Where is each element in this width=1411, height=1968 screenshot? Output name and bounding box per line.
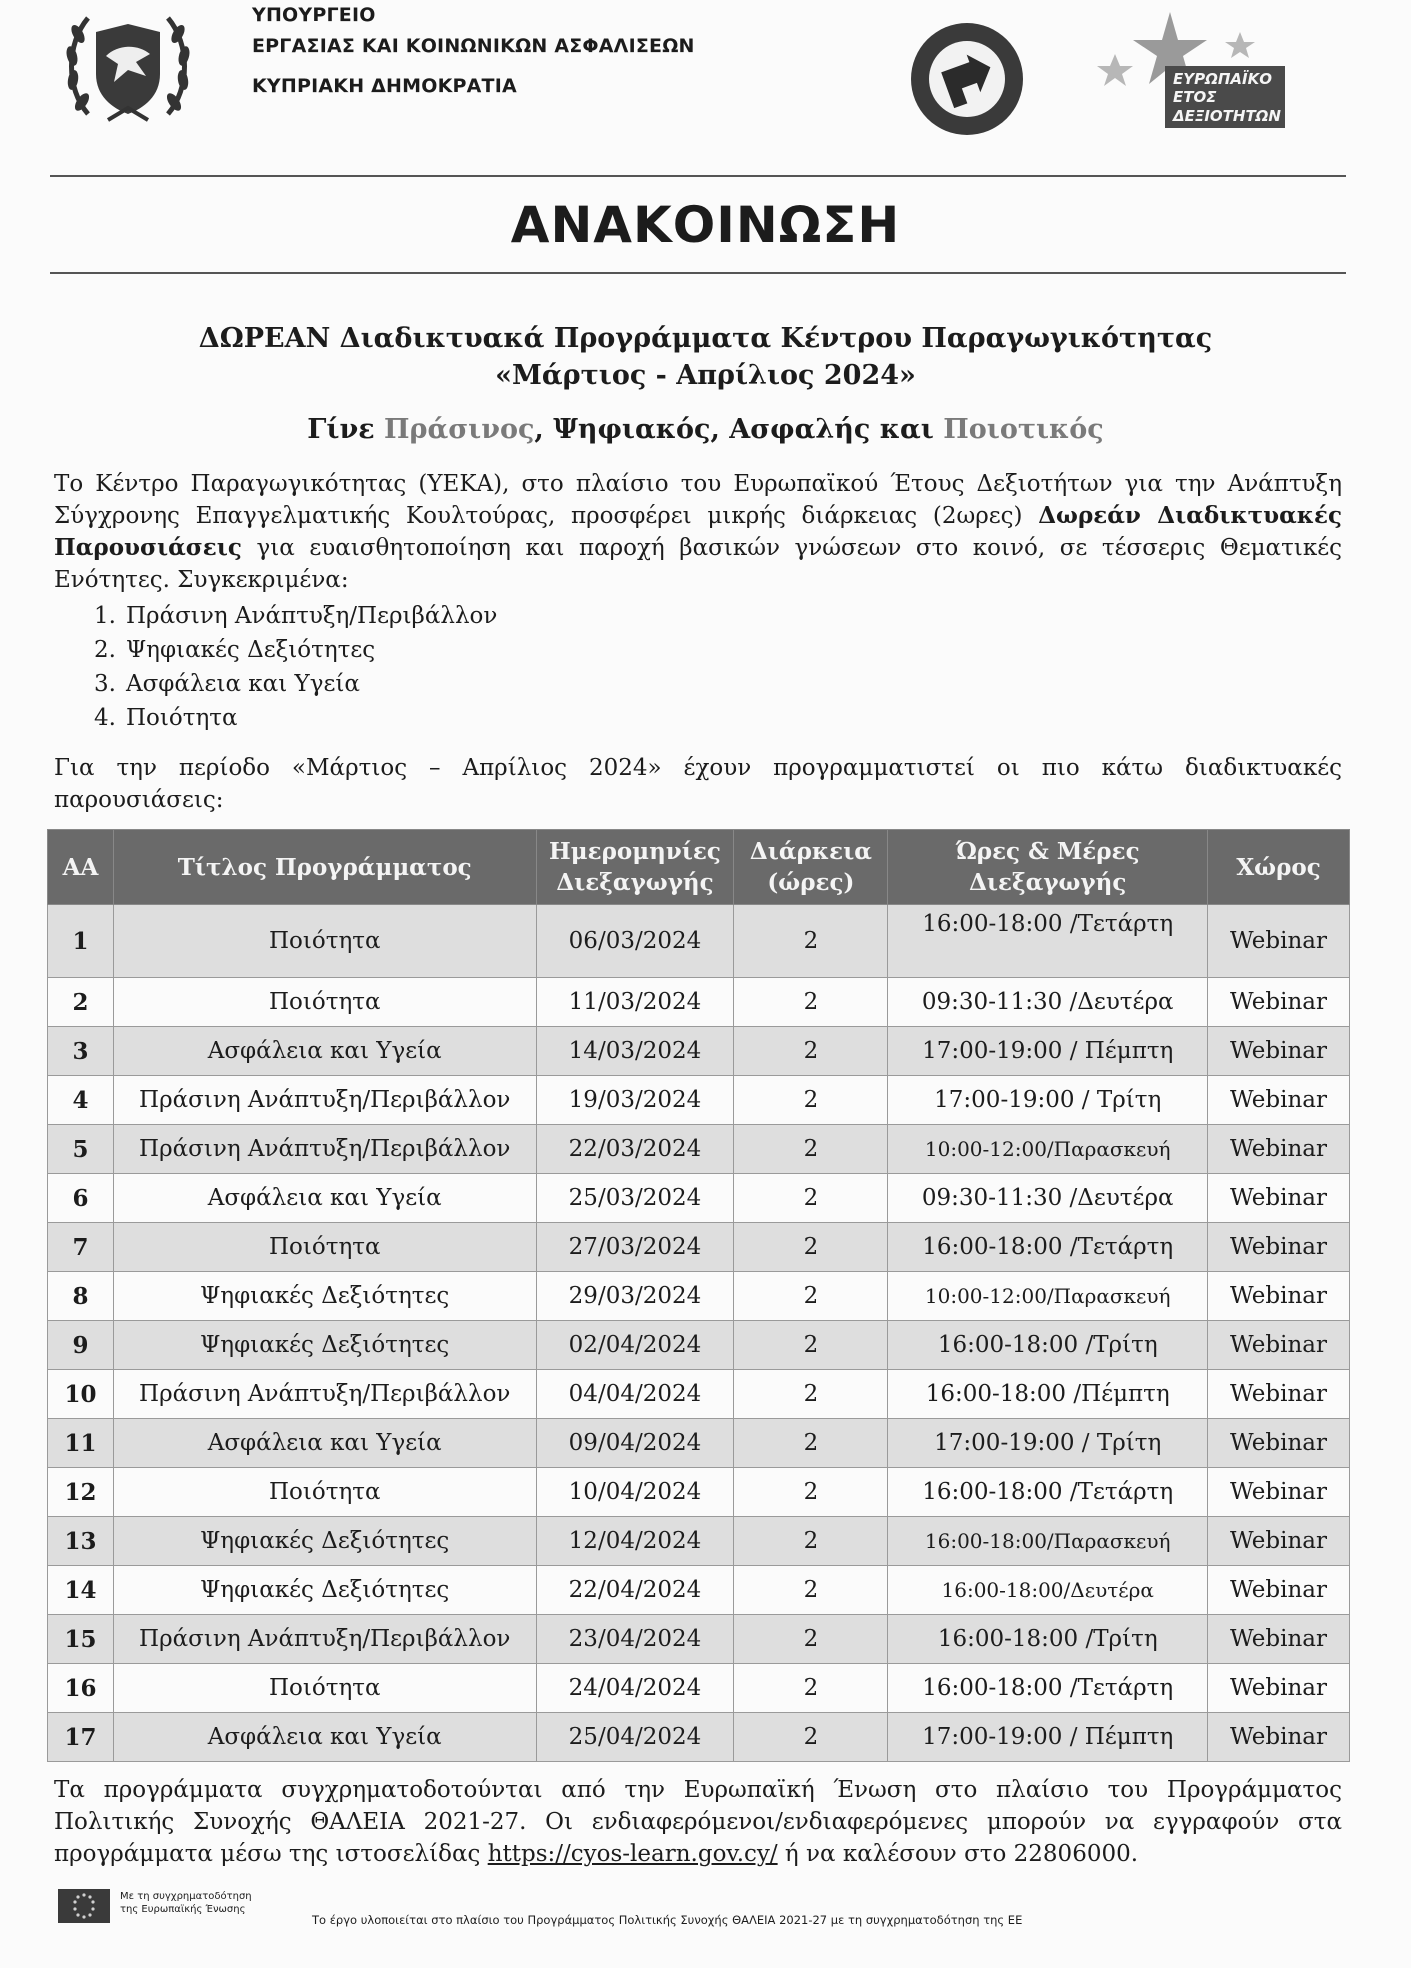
cell-aa: 12 bbox=[48, 1468, 114, 1517]
period-paragraph: Για την περίοδο «Μάρτιος – Απρίλιος 2024» έχουν προγραμματιστεί οι πιο κάτω διαδικτυακές παρουσιάσεις: bbox=[54, 755, 1342, 813]
cell-times: 16:00-18:00 /Τετάρτη bbox=[888, 905, 1208, 978]
intro-bold-text: Δωρεάν Διαδικτυακές Παρουσιάσεις bbox=[54, 502, 1342, 561]
table-row bbox=[48, 1321, 1350, 1370]
subtitle-line-2: «Μάρτιος - Απρίλιος 2024» bbox=[495, 360, 916, 391]
cell-title: Ποιότητα bbox=[113, 905, 536, 978]
cell-aa: 16 bbox=[48, 1664, 114, 1713]
table-row bbox=[48, 1517, 1350, 1566]
cell-title: Ποιότητα bbox=[113, 1664, 536, 1713]
cell-date: 23/04/2024 bbox=[536, 1615, 734, 1664]
table-row bbox=[48, 905, 1350, 978]
cell-times: 17:00-19:00 / Τρίτη bbox=[888, 1419, 1208, 1468]
header-dates bbox=[536, 830, 734, 905]
eyos-logo-line-3: ΔΕΞΙΟΤΗΤΩΝ bbox=[1173, 107, 1281, 125]
cell-aa: 4 bbox=[48, 1076, 114, 1125]
header-dates-line-1: Ημερομηνίες bbox=[549, 838, 721, 865]
cell-venue: Webinar bbox=[1208, 1615, 1350, 1664]
slogan-green: Πράσινος bbox=[384, 414, 535, 445]
topic-number: 3. bbox=[94, 671, 116, 697]
header-venue: Χώρος bbox=[1208, 830, 1350, 905]
slogan-safe: Ασφαλής bbox=[729, 414, 871, 445]
cell-times: 16:00-18:00 /Τετάρτη bbox=[888, 1664, 1208, 1713]
cell-aa: 13 bbox=[48, 1517, 114, 1566]
cell-aa: 7 bbox=[48, 1223, 114, 1272]
cell-date: 10/04/2024 bbox=[536, 1468, 734, 1517]
cell-times: 16:00-18:00 /Πέμπτη bbox=[888, 1370, 1208, 1419]
table-row bbox=[48, 1468, 1350, 1517]
slogan-separator-1: , bbox=[534, 414, 554, 445]
cell-duration: 2 bbox=[734, 1566, 888, 1615]
cell-venue: Webinar bbox=[1208, 1566, 1350, 1615]
cell-title: Πράσινη Ανάπτυξη/Περιβάλλον bbox=[113, 1125, 536, 1174]
cell-times: 10:00-12:00/Παρασκευή bbox=[888, 1125, 1208, 1174]
cell-venue: Webinar bbox=[1208, 1027, 1350, 1076]
cell-duration: 2 bbox=[734, 1615, 888, 1664]
cell-title: Ποιότητα bbox=[113, 978, 536, 1027]
cell-date: 27/03/2024 bbox=[536, 1223, 734, 1272]
table-row bbox=[48, 1223, 1350, 1272]
cell-times: 16:00-18:00 /Τετάρτη bbox=[888, 1468, 1208, 1517]
cell-duration: 2 bbox=[734, 1125, 888, 1174]
cell-duration: 2 bbox=[734, 1370, 888, 1419]
ministry-line-1: ΥΠΟΥΡΓΕΙΟ bbox=[252, 4, 376, 26]
cell-date: 09/04/2024 bbox=[536, 1419, 734, 1468]
cell-duration: 2 bbox=[734, 1664, 888, 1713]
cell-venue: Webinar bbox=[1208, 1370, 1350, 1419]
slogan-digital: Ψηφιακός bbox=[553, 414, 711, 445]
productivity-centre-logo bbox=[895, 20, 1040, 138]
ministry-line-2: ΕΡΓΑΣΙΑΣ ΚΑΙ ΚΟΙΝΩΝΙΚΩΝ ΑΣΦΑΛΙΣΕΩΝ bbox=[252, 35, 695, 57]
intro-text-2: για ευαισθητοποίηση και παροχή βασικών γνώσεων στο κοινό, σε τέσσερις Θεματικές Ενότητες. Συγκεκριμένα: bbox=[54, 535, 1342, 593]
cell-title: Ποιότητα bbox=[113, 1468, 536, 1517]
list-item bbox=[94, 599, 497, 633]
cell-venue: Webinar bbox=[1208, 978, 1350, 1027]
cell-duration: 2 bbox=[734, 1174, 888, 1223]
header-duration bbox=[734, 830, 888, 905]
header-times-line-1: Ώρες & Μέρες bbox=[955, 838, 1140, 865]
cell-title: Ψηφιακές Δεξιότητες bbox=[113, 1321, 536, 1370]
schedule-table bbox=[47, 829, 1350, 1762]
cell-date: 24/04/2024 bbox=[536, 1664, 734, 1713]
cell-times: 17:00-19:00 / Τρίτη bbox=[888, 1076, 1208, 1125]
cell-duration: 2 bbox=[734, 1517, 888, 1566]
intro-text-1: Το Κέντρο Παραγωγικότητας (ΥΕΚΑ), στο πλαίσιο του Ευρωπαϊκού Έτους Δεξιοτήτων για την Ανάπτυξη Σύγχρονης Επαγγελματικής Κουλτούρας, προσφέρει μικρής διάρκειας (2ωρες) bbox=[54, 471, 1342, 529]
cell-title: Πράσινη Ανάπτυξη/Περιβάλλον bbox=[113, 1076, 536, 1125]
table-row bbox=[48, 1272, 1350, 1321]
cell-aa: 11 bbox=[48, 1419, 114, 1468]
cell-title: Ψηφιακές Δεξιότητες bbox=[113, 1566, 536, 1615]
closing-text-1: Τα προγράμματα συγχρηματοδοτούνται από την Ευρωπαϊκή Ένωση στο πλαίσιο του Προγράμματος Πολιτικής Συνοχής ΘΑΛΕΙΑ 2021-27. Οι ενδιαφερόμενοι/ενδιαφερόμενες μπορούν να εγγραφούν στα προγράμματα μέσω της ιστοσελίδας bbox=[54, 1777, 1342, 1867]
cell-date: 14/03/2024 bbox=[536, 1027, 734, 1076]
list-item bbox=[94, 633, 497, 667]
slogan-quality: Ποιοτικός bbox=[943, 414, 1104, 445]
cell-duration: 2 bbox=[734, 1223, 888, 1272]
topic-name: Πράσινη Ανάπτυξη/Περιβάλλον bbox=[126, 603, 498, 629]
cell-title: Ψηφιακές Δεξιότητες bbox=[113, 1272, 536, 1321]
cell-title: Ψηφιακές Δεξιότητες bbox=[113, 1517, 536, 1566]
header-dates-line-2: Διεξαγωγής bbox=[556, 869, 714, 896]
cell-duration: 2 bbox=[734, 1321, 888, 1370]
table-row bbox=[48, 1027, 1350, 1076]
cell-duration: 2 bbox=[734, 1027, 888, 1076]
cell-venue: Webinar bbox=[1208, 1125, 1350, 1174]
topic-number: 1. bbox=[94, 603, 116, 629]
cell-aa: 14 bbox=[48, 1566, 114, 1615]
table-row bbox=[48, 1615, 1350, 1664]
header-aa: ΑΑ bbox=[48, 830, 114, 905]
topic-name: Ψηφιακές Δεξιότητες bbox=[126, 637, 376, 663]
cell-duration: 2 bbox=[734, 1076, 888, 1125]
cell-aa: 3 bbox=[48, 1027, 114, 1076]
closing-paragraph bbox=[54, 1774, 1342, 1870]
slogan-separator-2: , bbox=[710, 414, 730, 445]
cell-title: Ασφάλεια και Υγεία bbox=[113, 1713, 536, 1762]
eyos-logo-line-1: ΕΥΡΩΠΑΪΚΟ bbox=[1173, 70, 1272, 88]
cell-venue: Webinar bbox=[1208, 1664, 1350, 1713]
subtitle-line-1: ΔΩΡΕΑΝ Διαδικτυακά Προγράμματα Κέντρου Παραγωγικότητας bbox=[198, 323, 1213, 354]
eu-caption-line-2: της Ευρωπαϊκής Ένωσης bbox=[120, 1904, 246, 1915]
cell-duration: 2 bbox=[734, 905, 888, 978]
cell-times: 09:30-11:30 /Δευτέρα bbox=[888, 978, 1208, 1027]
cell-date: 02/04/2024 bbox=[536, 1321, 734, 1370]
cell-venue: Webinar bbox=[1208, 1713, 1350, 1762]
cell-date: 22/04/2024 bbox=[536, 1566, 734, 1615]
ministry-line-3: ΚΥΠΡΙΑΚΗ ΔΗΜΟΚΡΑΤΙΑ bbox=[252, 75, 517, 97]
cell-title: Πράσινη Ανάπτυξη/Περιβάλλον bbox=[113, 1615, 536, 1664]
header-times bbox=[888, 830, 1208, 905]
cell-venue: Webinar bbox=[1208, 1272, 1350, 1321]
cell-duration: 2 bbox=[734, 1713, 888, 1762]
table-row bbox=[48, 1125, 1350, 1174]
topic-number: 2. bbox=[94, 637, 116, 663]
table-row bbox=[48, 1076, 1350, 1125]
table-row bbox=[48, 1419, 1350, 1468]
cell-date: 04/04/2024 bbox=[536, 1370, 734, 1419]
cell-aa: 8 bbox=[48, 1272, 114, 1321]
cell-venue: Webinar bbox=[1208, 905, 1350, 978]
table-row bbox=[48, 1664, 1350, 1713]
closing-text-2: ή να καλέσουν στο 22806000. bbox=[777, 1841, 1139, 1867]
intro-paragraph bbox=[54, 468, 1342, 596]
topic-list bbox=[94, 599, 497, 735]
slogan bbox=[0, 414, 1411, 445]
cell-duration: 2 bbox=[734, 1419, 888, 1468]
footer-note: Το έργο υλοποιείται στο πλαίσιο του Προγράμματος Πολιτικής Συνοχής ΘΑΛΕΙΑ 2021-27 με τη συγχρηματοδότηση της ΕΕ bbox=[312, 1913, 1023, 1927]
eu-cofunding-caption bbox=[120, 1890, 252, 1916]
cell-times: 17:00-19:00 / Πέμπτη bbox=[888, 1027, 1208, 1076]
cell-times: 09:30-11:30 /Δευτέρα bbox=[888, 1174, 1208, 1223]
cell-date: 11/03/2024 bbox=[536, 978, 734, 1027]
cell-venue: Webinar bbox=[1208, 1419, 1350, 1468]
cell-venue: Webinar bbox=[1208, 1223, 1350, 1272]
cell-times: 10:00-12:00/Παρασκευή bbox=[888, 1272, 1208, 1321]
cell-times: 17:00-19:00 / Πέμπτη bbox=[888, 1713, 1208, 1762]
cell-duration: 2 bbox=[734, 1468, 888, 1517]
table-row bbox=[48, 1174, 1350, 1223]
header-duration-line-1: Διάρκεια bbox=[749, 838, 872, 865]
table-row bbox=[48, 978, 1350, 1027]
cell-date: 29/03/2024 bbox=[536, 1272, 734, 1321]
header-times-line-2: Διεξαγωγής bbox=[969, 869, 1127, 896]
topic-name: Ποιότητα bbox=[126, 705, 238, 731]
eyos-logo-line-2: ΕΤΟΣ bbox=[1173, 88, 1217, 106]
topic-name: Ασφάλεια και Υγεία bbox=[126, 671, 360, 697]
cell-times: 16:00-18:00 /Τετάρτη bbox=[888, 1223, 1208, 1272]
cell-venue: Webinar bbox=[1208, 1468, 1350, 1517]
cell-aa: 10 bbox=[48, 1370, 114, 1419]
cell-times: 16:00-18:00/Δευτέρα bbox=[888, 1566, 1208, 1615]
cell-aa: 15 bbox=[48, 1615, 114, 1664]
cell-title: Ασφάλεια και Υγεία bbox=[113, 1174, 536, 1223]
cell-duration: 2 bbox=[734, 1272, 888, 1321]
cell-duration: 2 bbox=[734, 978, 888, 1027]
cell-title: Ασφάλεια και Υγεία bbox=[113, 1027, 536, 1076]
header-title: Τίτλος Προγράμματος bbox=[113, 830, 536, 905]
cell-venue: Webinar bbox=[1208, 1517, 1350, 1566]
cell-title: Ασφάλεια και Υγεία bbox=[113, 1419, 536, 1468]
cell-venue: Webinar bbox=[1208, 1321, 1350, 1370]
table-row bbox=[48, 1566, 1350, 1615]
eu-caption-line-1: Με τη συγχρηματοδότηση bbox=[120, 1891, 252, 1902]
cell-date: 06/03/2024 bbox=[536, 905, 734, 978]
table-row bbox=[48, 1713, 1350, 1762]
header-divider-top bbox=[50, 175, 1346, 177]
header-divider-bottom bbox=[50, 272, 1346, 274]
eu-flag-icon bbox=[58, 1889, 110, 1923]
cell-date: 19/03/2024 bbox=[536, 1076, 734, 1125]
list-item bbox=[94, 667, 497, 701]
slogan-prefix: Γίνε bbox=[307, 414, 385, 445]
cell-aa: 1 bbox=[48, 905, 114, 978]
cell-times: 16:00-18:00/Παρασκευή bbox=[888, 1517, 1208, 1566]
document-title: ΑΝΑΚΟΙΝΩΣΗ bbox=[510, 196, 901, 254]
european-year-of-skills-logo bbox=[1075, 4, 1290, 142]
cell-date: 12/04/2024 bbox=[536, 1517, 734, 1566]
topic-number: 4. bbox=[94, 705, 116, 731]
table-header-row bbox=[48, 830, 1350, 905]
list-item bbox=[94, 701, 497, 735]
registration-link[interactable]: https://cyos-learn.gov.cy/ bbox=[487, 1841, 778, 1867]
cell-times: 16:00-18:00 /Τρίτη bbox=[888, 1321, 1208, 1370]
cell-title: Πράσινη Ανάπτυξη/Περιβάλλον bbox=[113, 1370, 536, 1419]
cell-venue: Webinar bbox=[1208, 1174, 1350, 1223]
schedule-table-body bbox=[48, 905, 1350, 1762]
cell-date: 22/03/2024 bbox=[536, 1125, 734, 1174]
cyprus-crest-logo bbox=[58, 4, 198, 132]
cell-aa: 9 bbox=[48, 1321, 114, 1370]
cell-aa: 2 bbox=[48, 978, 114, 1027]
table-row bbox=[48, 1370, 1350, 1419]
cell-date: 25/03/2024 bbox=[536, 1174, 734, 1223]
cell-aa: 5 bbox=[48, 1125, 114, 1174]
cell-title: Ποιότητα bbox=[113, 1223, 536, 1272]
cell-aa: 6 bbox=[48, 1174, 114, 1223]
cell-aa: 17 bbox=[48, 1713, 114, 1762]
cell-times: 16:00-18:00 /Τρίτη bbox=[888, 1615, 1208, 1664]
cell-venue: Webinar bbox=[1208, 1076, 1350, 1125]
slogan-and: και bbox=[870, 414, 944, 445]
header-duration-line-2: (ώρες) bbox=[767, 869, 855, 896]
cell-date: 25/04/2024 bbox=[536, 1713, 734, 1762]
